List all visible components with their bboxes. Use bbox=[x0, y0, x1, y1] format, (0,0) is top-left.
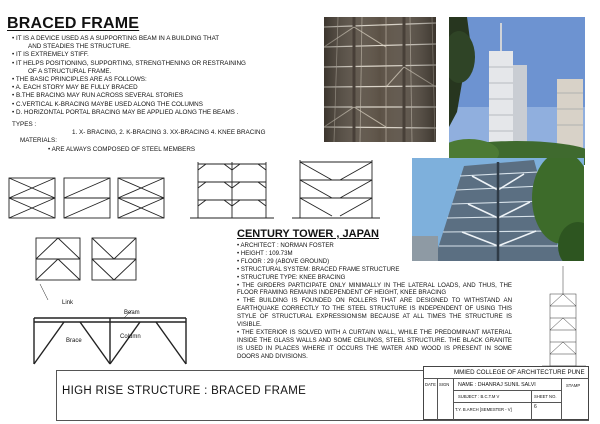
materials-line: • ARE ALWAYS COMPOSED OF STEEL MEMBERS bbox=[48, 145, 196, 153]
student-name: NAME : DHANRAJ SUNIL SALVI bbox=[458, 382, 536, 388]
subject-label: SUBJECT : B.C.T.M V bbox=[458, 394, 500, 399]
link-label: Link bbox=[62, 300, 74, 306]
detail-item: • FLOOR : 29 (ABOVE GROUND) bbox=[237, 257, 330, 265]
detail-item: • THE GIRDERS PARTICIPATE ONLY MINIMALLY IN THE LATERAL LOADS, AND THUS, THE FLOOR FRAMING REMAINS INDEPENDENT OF HEIGHT, KNEE BRACING bbox=[237, 281, 512, 297]
page-title: BRACED FRAME bbox=[7, 15, 140, 32]
sheet-border-line bbox=[56, 370, 57, 420]
detail-item: • STRUCTURAL SYSTEM: BRACED FRAME STRUCTURE bbox=[237, 265, 400, 273]
brace-label: Brace bbox=[66, 338, 82, 344]
types-line: 1. X- BRACING, 2. K-BRACING 3. XX-BRACING 4. KNEE BRACING bbox=[72, 129, 266, 137]
sheet-border-line bbox=[56, 420, 589, 421]
xx-bracing-diagram bbox=[118, 178, 164, 218]
intro-line: • C.VERTICAL K-BRACING MAYBE USED ALONG THE COLUMNS bbox=[12, 100, 203, 108]
intro-line: OF A STRUCTURAL FRAME. bbox=[28, 67, 112, 75]
date-label: DATE bbox=[425, 382, 436, 387]
intro-line: • IT HELPS POSITIONING, SUPPORTING, STRENGTHENING OR RESTRAINING bbox=[12, 59, 246, 67]
eccentric-bracing-diagram bbox=[292, 160, 380, 218]
stamp-label: STAMP bbox=[566, 383, 581, 388]
sign-label: SIGN bbox=[439, 382, 450, 387]
title-block-line bbox=[453, 378, 454, 420]
knee-bracing-diagram bbox=[190, 162, 274, 218]
facade-photo-art bbox=[324, 17, 436, 142]
towers-photo-art bbox=[449, 17, 585, 165]
college-name: MMIED COLLEGE OF ARCHITECTURE PUNE bbox=[454, 369, 585, 376]
x-bracing-diagram bbox=[9, 178, 55, 218]
diagonal-bracing-diagram bbox=[64, 178, 110, 218]
intro-line: • B.THE BRACING MAY RUN ACROSS SEVERAL STORIES bbox=[12, 92, 183, 100]
detail-item: • THE BUILDING IS FOUNDED ON ROLLERS THAT ARE DESIGNED TO WITHSTAND AN EARTHQUAKE CORRECTLY TO THE STEEL STRUCTURE IS INDEPENDENT OF USING THIS STYLE OF STRUCTURAL EXPRESSIONISM BECAUSE AT ALL TIMES THE STRUCTURE IS VISIBLE. bbox=[237, 297, 512, 329]
title-block-line bbox=[437, 378, 438, 420]
intro-line: • IT IS A DEVICE USED AS A SUPPORTING BEAM IN A BUILDING THAT bbox=[12, 35, 220, 42]
intro-line: AND STEADIES THE STRUCTURE. bbox=[28, 43, 131, 51]
century-tower-heading: CENTURY TOWER , JAPAN bbox=[237, 228, 379, 240]
title-block-line bbox=[423, 378, 589, 379]
beam-label: Beam bbox=[124, 310, 140, 316]
v-bracing-diagram bbox=[92, 238, 136, 280]
detail-item: • THE EXTERIOR IS SOLVED WITH A CURTAIN WALL, WHILE THE PREDOMINANT MATERIAL INSIDE THE GLASS WALLS AND SOME CEILINGS, STEEL STRUCTURE. THE BLACK GRANITE IS USED IN PLACES WHERE IT OCCURS THE WATER AND WOOD IS PRESENT IN SOME DOORS AND DIVISIONS. bbox=[237, 328, 512, 360]
facade-photo bbox=[324, 17, 436, 142]
column-label: Column bbox=[120, 334, 141, 340]
detail-item: • STRUCTURE TYPE: KNEE BRACING bbox=[237, 273, 346, 281]
detail-item: • ARCHITECT : NORMAN FOSTER bbox=[237, 242, 334, 249]
sheet-border-line bbox=[56, 370, 423, 371]
century-tower-details bbox=[237, 242, 512, 361]
types-label: TYPES : bbox=[12, 121, 37, 129]
title-block-line bbox=[531, 390, 532, 420]
sheet-no-label: SHEET NO. bbox=[534, 394, 557, 399]
title-block-line bbox=[561, 378, 562, 420]
title-block-line bbox=[453, 390, 561, 391]
link-brace-diagram bbox=[34, 318, 186, 364]
detail-item: • HEIGHT : 109.73M bbox=[237, 249, 293, 257]
intro-line: • THE BASIC PRINCIPLES ARE AS FOLLOWS: bbox=[12, 76, 147, 84]
course-label: T.Y. B.ARCH [SEMESTER - V] bbox=[455, 407, 512, 412]
tower-elevation-sketch bbox=[540, 264, 588, 368]
intro-line: • IT IS EXTREMELY STIFF. bbox=[12, 51, 89, 59]
intro-line: • A. EACH STORY MAY BE FULLY BRACED bbox=[12, 84, 138, 92]
intro-text bbox=[12, 35, 317, 154]
towers-photo bbox=[449, 17, 585, 165]
k-bracing-diagram bbox=[36, 238, 80, 280]
title-block-line bbox=[453, 402, 561, 403]
intro-line: • D. HORIZONTAL PORTAL BRACING MAY BE APPLIED ALONG THE BEAMS . bbox=[12, 108, 239, 116]
materials-label: MATERIALS: bbox=[20, 137, 57, 145]
sheet-title: HIGH RISE STRUCTURE : BRACED FRAME bbox=[62, 385, 307, 397]
sheet-no-value: 6 bbox=[534, 404, 537, 410]
